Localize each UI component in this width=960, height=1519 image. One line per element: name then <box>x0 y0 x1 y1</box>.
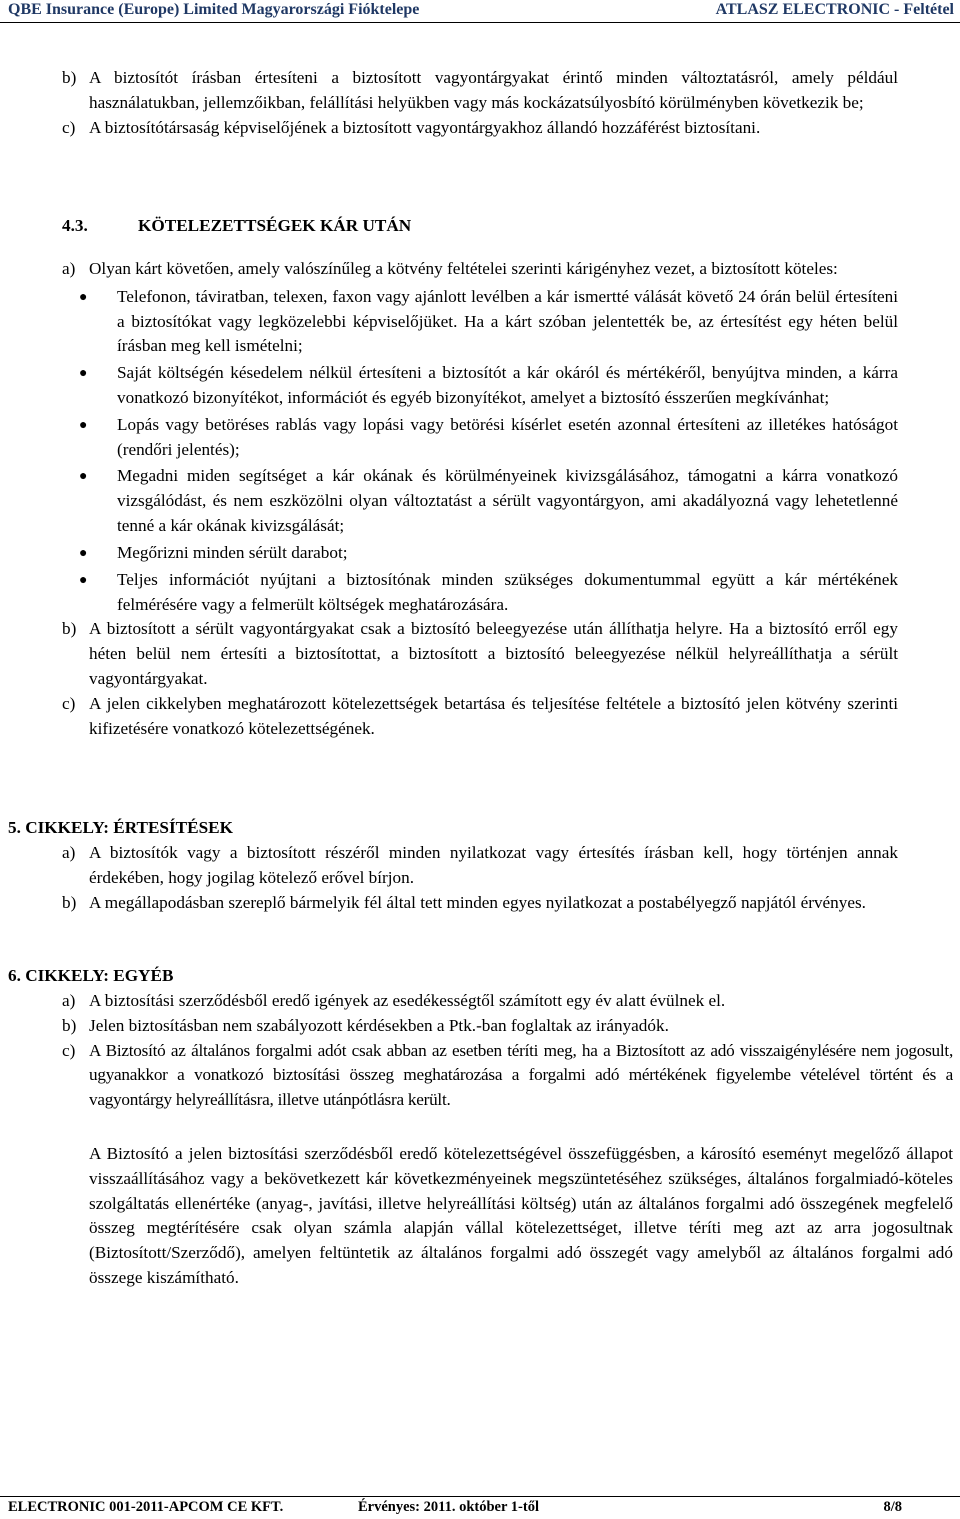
list-item <box>62 66 898 116</box>
section-heading-6: 6. CIKKELY: EGYÉB <box>8 966 174 985</box>
item-text: A biztosítótársaság képviselőjének a biztosított vagyontárgyakhoz állandó hozzáférést biztosítani. <box>89 117 761 137</box>
intro-list <box>62 66 898 140</box>
bullet-item <box>79 285 898 359</box>
list-item <box>62 116 898 141</box>
bullet-text: Teljes információt nyújtani a biztosítónak minden szükséges dokumentummal együtt a kár mértékének felmérésére vagy a felmerült költségek meghatározására. <box>117 569 898 614</box>
list-item <box>62 257 898 282</box>
bullet-text: Megőrizni minden sérült darabot; <box>117 542 348 562</box>
section-5-body <box>62 841 898 915</box>
bullet-icon: ● <box>79 366 88 382</box>
item-label: b) <box>62 619 77 639</box>
item-text: A megállapodásban szereplő bármelyik fél által tett minden egyes nyilatkozat a postabélyegző napjától érvényes. <box>89 892 866 912</box>
bullet-icon: ● <box>79 417 88 433</box>
item-text: A biztosítási szerződésből eredő igények az esedékességtől számított egy év alatt évülnek el. <box>89 991 726 1010</box>
list-item <box>62 841 898 891</box>
section-number: 4.3. <box>62 216 88 235</box>
section-4-3-body <box>62 257 898 741</box>
bullet-item <box>79 541 898 566</box>
item-label: a) <box>62 843 76 862</box>
header-company: QBE Insurance (Europe) Limited Magyarországi Fióktelepe <box>8 1 420 18</box>
item-text: Jelen biztosításban nem szabályozott kérdésekben a Ptk.-ban foglaltak az irányadók. <box>89 1015 669 1035</box>
header-divider <box>0 22 960 23</box>
footer-page-number: 8/8 <box>883 1499 902 1515</box>
bullet-icon: ● <box>79 289 88 305</box>
bullet-item <box>79 568 898 618</box>
bullet-icon: ● <box>79 469 88 485</box>
list-item <box>62 1039 953 1113</box>
section-heading-5: 5. CIKKELY: ÉRTESÍTÉSEK <box>8 818 233 837</box>
bullet-item <box>79 464 898 538</box>
header-document-title: ATLASZ ELECTRONIC - Feltétel <box>715 1 954 18</box>
item-text: Olyan kárt követően, amely valószínűleg a kötvény feltételei szerinti kárigényhez vezet, a biztosított köteles: <box>89 259 838 278</box>
footer-validity: Érvényes: 2011. október 1-től <box>358 1499 539 1515</box>
bullet-text: Saját költségén késedelem nélkül értesíteni a biztosítót a kár okáról és mértékéről, benyújtva minden, a kárra vonatkozó bizonyítékot, információt és egyéb bizonyítékot, amelyet a biztosító ésszerűen megkívánhat; <box>117 363 898 407</box>
item-label: a) <box>62 259 76 278</box>
item-label: b) <box>62 68 77 87</box>
bullet-text: Telefonon, táviratban, telexen, faxon vagy ajánlott levélben a kár ismertté válását követő 24 órán belül értesíteni a biztosítókat vagy legközelebbi képviselőjüket. Ha a kárt szóban jelentették be, az értesítést egy héten belül írásban meg kell ismételni; <box>117 286 898 356</box>
item-text: A biztosítók vagy a biztosított részéről minden nyilatkozat vagy értesítés írásban kell, hogy történjen annak érdekében, hogy jogilag kötelező erővel bírjon. <box>89 843 898 887</box>
item-label: a) <box>62 991 76 1010</box>
section-title: KÖTELEZETTSÉGEK KÁR UTÁN <box>138 216 412 235</box>
bullet-item <box>79 361 898 411</box>
item-label: b) <box>62 892 77 912</box>
list-item <box>62 617 898 691</box>
footer-divider <box>0 1496 960 1497</box>
bullet-text: Megadni miden segítséget a kár okának és körülményeinek kivizsgálásához, támogatni a kárra vonatkozó vizsgálódást, és nem eszközölni olyan változtatást a sérült vagyontárgyon, ami akadályozná vagy lehetetlenné tenné a kár okának kivizsgálását; <box>117 466 898 535</box>
item-text: A Biztosító az általános forgalmi adót csak abban az esetben téríti meg, ha a Biztosított az adó visszaigénylésére nem jogosult, ugyanakkor a vonatkozó biztosítási összeg meghatározása a forgalmi adó mértékének figyelembe vételével történt és a vagyontárgy helyreállításra, illetve utánpótlásra került. <box>89 1040 953 1110</box>
section-6-body <box>62 989 953 1291</box>
item-text: A jelen cikkelyben meghatározott kötelezettségek betartása és teljesítése feltétele a biztosító jelen kötvény szerinti kifizetésére vonatkozó kötelezettségének. <box>89 693 898 738</box>
bullet-text: Lopás vagy betöréses rablás vagy lopási vagy betörési kísérlet esetén azonnal értesíteni az illetékes hatóságot (rendőri jelentés); <box>117 414 898 459</box>
footer-document-code: ELECTRONIC 001-2011-APCOM CE KFT. <box>8 1499 284 1515</box>
bullet-icon: ● <box>79 545 88 561</box>
item-label: b) <box>62 1015 77 1035</box>
section-heading-4-3 <box>62 214 411 238</box>
item-text: A biztosított a sérült vagyontárgyakat csak a biztosító beleegyezése után állíthatja helyre. Ha a biztosító erről egy héten belül nem értesíti a biztosítottat, a biztosított a biztosító beleegyezése nélkül helyreállíthatja a sérült vagyontárgyakat. <box>89 619 898 688</box>
list-item <box>62 891 898 916</box>
item-text: A biztosítót írásban értesíteni a biztosított vagyontárgyakat érintő minden változtatásról, amely például használatukban, jellemzőikban, felállítási helyükben vagy más kockázatsúlyosbító körülményben következik be; <box>89 68 898 112</box>
bullet-list <box>79 285 898 618</box>
item-label: c) <box>62 693 76 713</box>
item-label: c) <box>62 1040 76 1060</box>
section-6-paragraph: A Biztosító a jelen biztosítási szerződésből eredő kötelezettségével összefüggésben, a károsító eseményt megelőző állapot visszaállításához vagy a bekövetkezett kár következményeinek megszüntetéséhez szükséges, általános forgalmiadó-köteles szolgáltatás ellenértéke (anyag-, javítási, illetve helyreállítási költség) után az általános forgalmi adó összegének megfelelő összeg megtérítésére csak olyan számla alapján vállal kötelezettséget, illetve téríti meg azt az arra jogosultnak (Biztosított/Szerződő), amelyen feltüntetik az általános forgalmi adó összegét vagy amelyből az általános forgalmi adó összege kiszámítható. <box>89 1143 953 1287</box>
bullet-icon: ● <box>79 572 88 588</box>
list-item <box>62 989 953 1014</box>
bullet-item <box>79 413 898 463</box>
list-item <box>62 1014 953 1039</box>
item-label: c) <box>62 117 76 137</box>
list-item <box>62 692 898 742</box>
